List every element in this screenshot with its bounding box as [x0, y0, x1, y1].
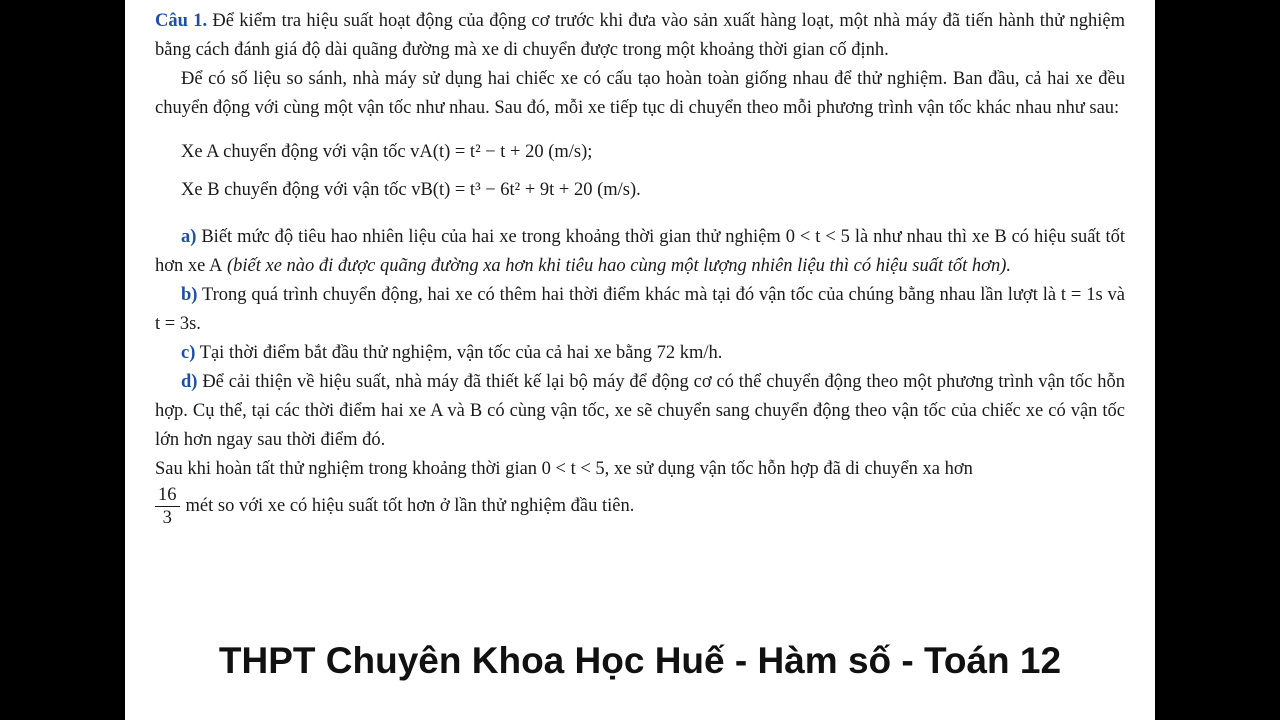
- statement-d-end-text: mét so với xe có hiệu suất tốt hơn ở lần thử nghiệm đầu tiên.: [185, 495, 635, 516]
- statement-a-text: Biết mức độ tiêu hao nhiên liệu của hai xe trong khoảng thời gian thử nghiệm 0 < t < 5 là như nhau thì xe B có hiệu suất tốt hơn xe A: [155, 227, 1125, 276]
- fraction-numerator: 16: [155, 484, 180, 507]
- question-label: Câu 1.: [155, 11, 208, 31]
- equation-b: Xe B chuyển động với vận tốc vB(t) = t³ − 6t² + 9t + 20 (m/s).: [181, 180, 641, 200]
- statement-c-label: c): [181, 343, 196, 363]
- statement-b: [155, 281, 1125, 339]
- fraction: [155, 484, 180, 529]
- question-intro: [155, 7, 1125, 65]
- statement-b-text: Trong quá trình chuyển động, hai xe có thêm hai thời điểm khác mà tại đó vận tốc của chúng bằng nhau lần lượt là t = 1s và t = 3s.: [155, 285, 1125, 334]
- statement-a-note: (biết xe nào đi được quãng đường xa hơn khi tiêu hao cùng một lượng nhiên liệu thì có hiệu suất tốt hơn).: [222, 256, 1012, 276]
- statement-c: [155, 339, 1125, 368]
- equation-a: Xe A chuyển động với vận tốc vA(t) = t² − t + 20 (m/s);: [181, 142, 593, 162]
- statement-d-continued: Sau khi hoàn tất thử nghiệm trong khoảng thời gian 0 < t < 5, xe sử dụng vận tốc hỗn hợp đã di chuyển xa hơn: [155, 459, 973, 479]
- statement-d: [155, 368, 1125, 455]
- footer-title: THPT Chuyên Khoa Học Huế - Hàm số - Toán 12: [218, 640, 1062, 681]
- statement-d-end: [155, 484, 1125, 529]
- statement-d-text: Để cải thiện về hiệu suất, nhà máy đã thiết kế lại bộ máy để động cơ có thể chuyển động theo một phương trình vận tốc hỗn hợp. Cụ thể, tại các thời điểm hai xe A và B có cùng vận tốc, xe sẽ chuyển sang chuyển động theo vận tốc của chiếc xe có vận tốc lớn hơn ngay sau thời điểm đó.: [155, 372, 1125, 450]
- statement-a: [155, 223, 1125, 281]
- statement-a-label: a): [181, 227, 197, 247]
- paragraph-2: Để có số liệu so sánh, nhà máy sử dụng hai chiếc xe có cấu tạo hoàn toàn giống nhau để thử nghiệm. Ban đầu, cả hai xe đều chuyển động với cùng một vận tốc như nhau. Sau đó, mỗi xe tiếp tục di chuyển theo mỗi phương trình vận tốc khác nhau như sau:: [155, 69, 1125, 118]
- statement-d-label: d): [181, 372, 198, 392]
- fraction-denominator: 3: [162, 508, 172, 528]
- question-body: [155, 7, 1125, 529]
- statement-b-label: b): [181, 285, 198, 305]
- statement-c-text: Tại thời điểm bắt đầu thử nghiệm, vận tốc của cả hai xe bằng 72 km/h.: [195, 343, 723, 363]
- intro-text: Để kiểm tra hiệu suất hoạt động của động cơ trước khi đưa vào sản xuất hàng loạt, một nhà máy đã tiến hành thử nghiệm bằng cách đánh giá độ dài quãng đường mà xe di chuyển được trong một khoảng thời gian cố định.: [155, 11, 1125, 60]
- document-page: [125, 0, 1155, 720]
